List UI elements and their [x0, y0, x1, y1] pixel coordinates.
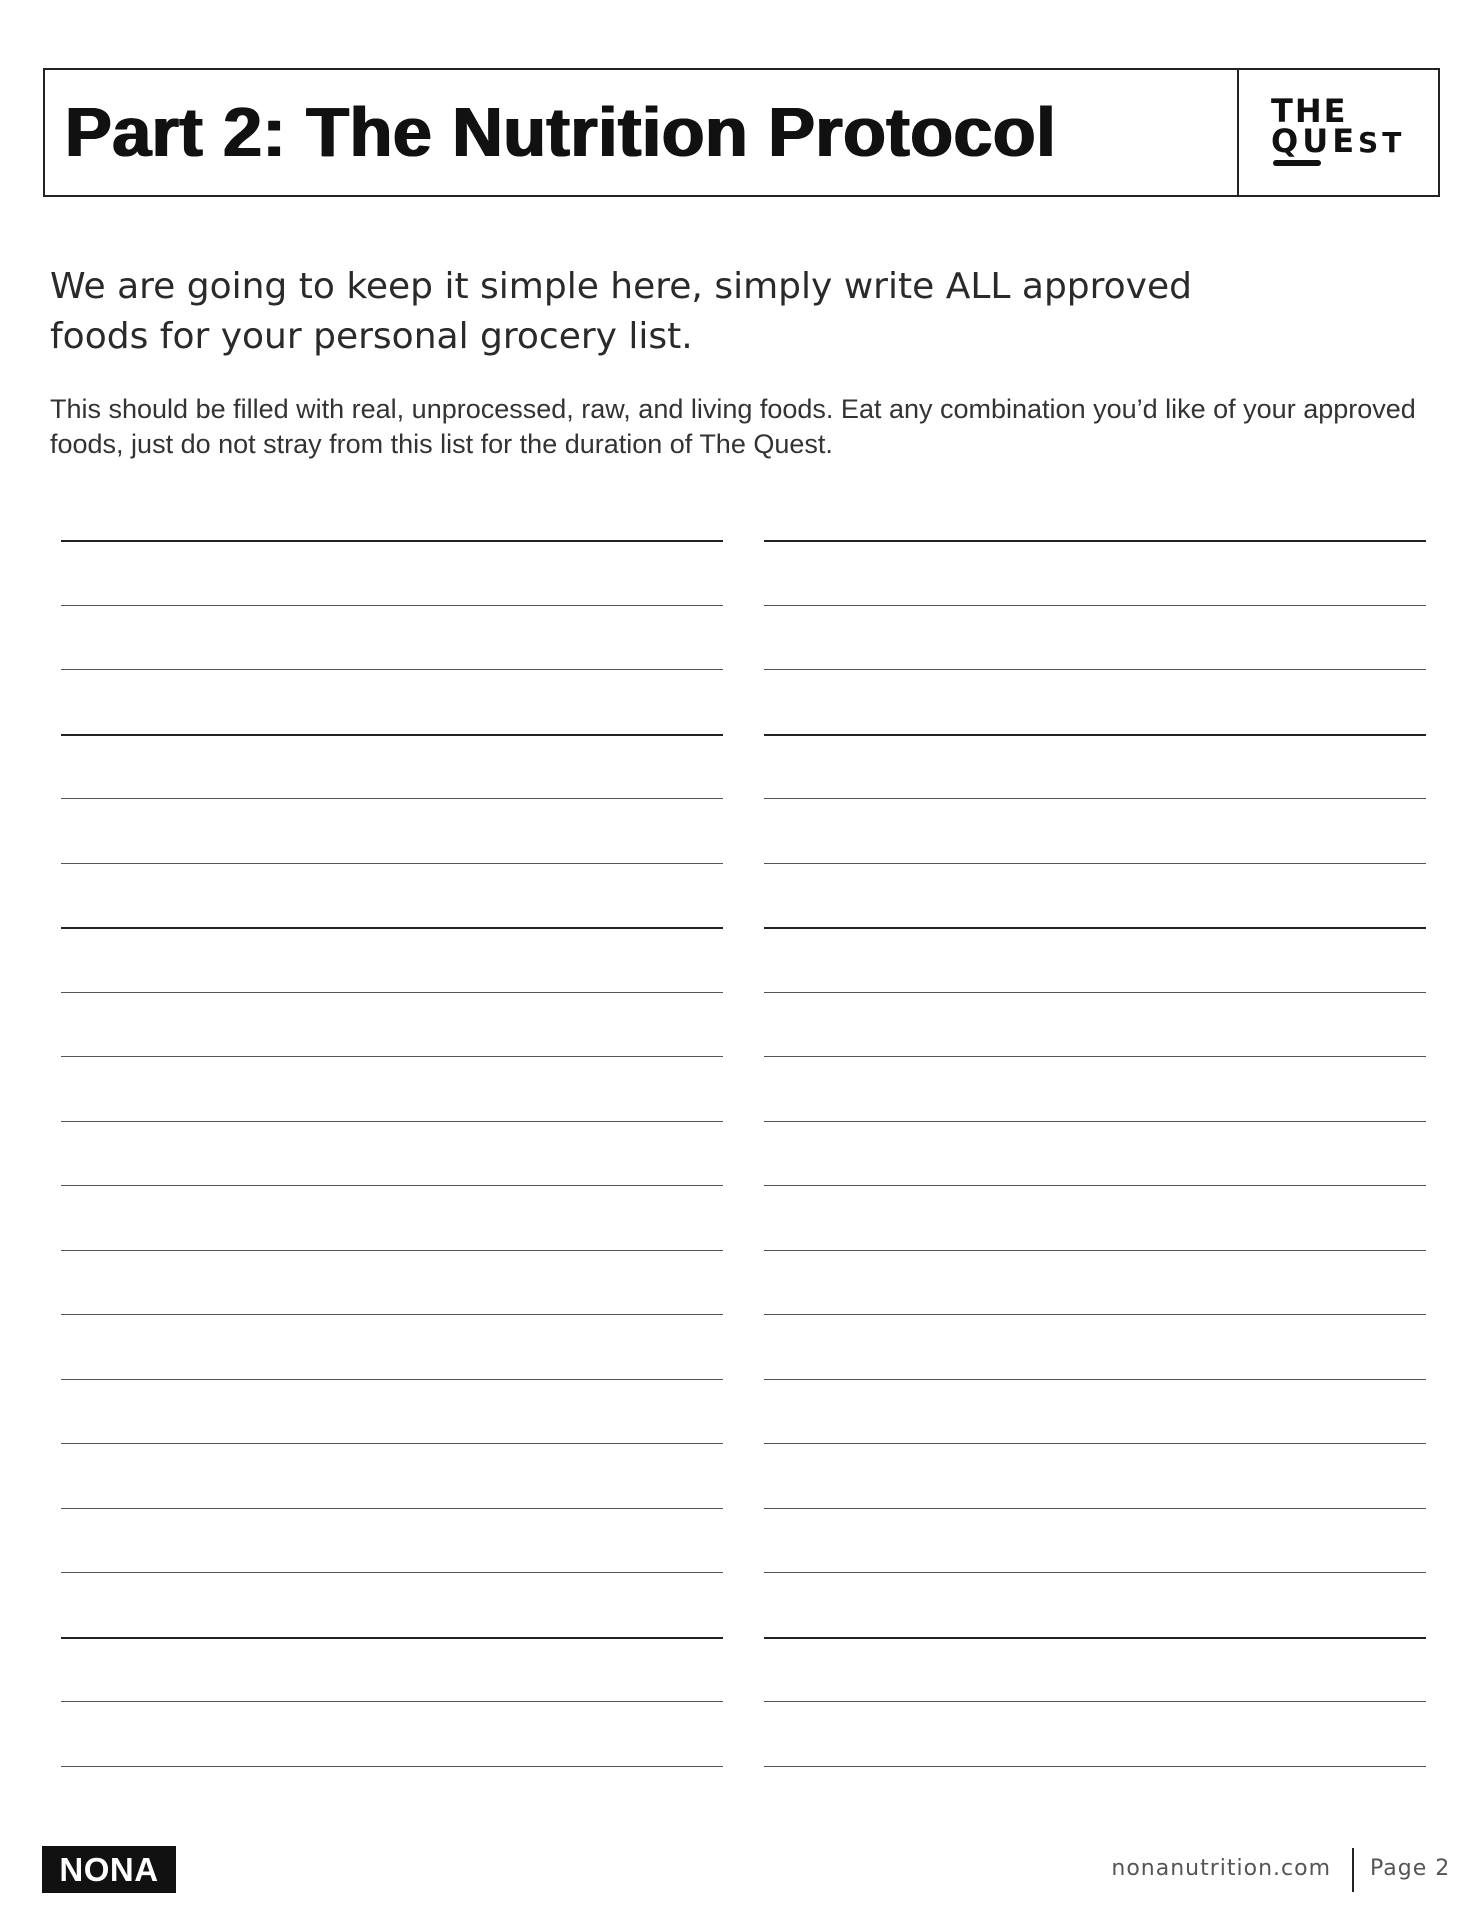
grocery-list-left-column: [61, 540, 723, 1830]
writing-line[interactable]: [764, 927, 1426, 929]
page-number: Page 2: [1370, 1856, 1451, 1881]
writing-line[interactable]: [61, 1701, 723, 1702]
writing-line[interactable]: [61, 1314, 723, 1315]
writing-line[interactable]: [61, 1056, 723, 1057]
writing-line[interactable]: [61, 734, 723, 736]
writing-line[interactable]: [61, 1185, 723, 1186]
writing-line[interactable]: [764, 734, 1426, 736]
writing-line[interactable]: [764, 1766, 1426, 1767]
footer-url[interactable]: nonanutrition.com: [1111, 1856, 1331, 1881]
writing-line[interactable]: [61, 1637, 723, 1639]
intro-text: We are going to keep it simple here, simply write ALL approved foods for your personal grocery list.: [50, 266, 1192, 357]
writing-line[interactable]: [764, 1701, 1426, 1702]
writing-line[interactable]: [61, 1508, 723, 1509]
logo-line-2-main: QUE: [1271, 122, 1359, 160]
the-quest-logo: [1271, 94, 1421, 174]
header-divider: [1237, 70, 1239, 195]
writing-line[interactable]: [61, 1121, 723, 1122]
page-title: Part 2: The Nutrition Protocol: [65, 93, 1057, 171]
writing-line[interactable]: [764, 1121, 1426, 1122]
nona-logo: NONA: [42, 1846, 176, 1893]
writing-line[interactable]: [764, 605, 1426, 606]
writing-line[interactable]: [764, 1379, 1426, 1380]
writing-line[interactable]: [764, 1572, 1426, 1573]
writing-line[interactable]: [764, 1508, 1426, 1509]
logo-line-2-small: ST: [1358, 126, 1406, 159]
writing-line[interactable]: [61, 1250, 723, 1251]
writing-line[interactable]: [61, 1379, 723, 1380]
writing-line[interactable]: [61, 992, 723, 993]
logo-underline: [1273, 160, 1321, 166]
writing-line[interactable]: [61, 540, 723, 542]
writing-line[interactable]: [61, 1572, 723, 1573]
writing-line[interactable]: [764, 992, 1426, 993]
logo-line-1: THE: [1271, 92, 1348, 130]
writing-line[interactable]: [764, 863, 1426, 864]
writing-line[interactable]: [61, 1766, 723, 1767]
footer-separator: [1352, 1848, 1354, 1892]
grocery-list-right-column: [764, 540, 1426, 1830]
writing-line[interactable]: [764, 1185, 1426, 1186]
writing-line[interactable]: [764, 798, 1426, 799]
writing-line[interactable]: [61, 605, 723, 606]
writing-line[interactable]: [764, 1056, 1426, 1057]
writing-line[interactable]: [61, 1443, 723, 1444]
writing-line[interactable]: [61, 863, 723, 864]
writing-line[interactable]: [764, 669, 1426, 670]
writing-line[interactable]: [764, 1637, 1426, 1639]
writing-line[interactable]: [764, 1314, 1426, 1315]
writing-line[interactable]: [61, 798, 723, 799]
header-box: [43, 68, 1440, 197]
instruction-text: This should be filled with real, unprocessed, raw, and living foods. Eat any combination you’d like of your approved foods, just do not stray from this list for the duration of The Quest.: [50, 394, 1416, 459]
writing-line[interactable]: [764, 540, 1426, 542]
logo-line-2: [1271, 124, 1405, 160]
writing-line[interactable]: [61, 669, 723, 670]
writing-line[interactable]: [764, 1443, 1426, 1444]
writing-line[interactable]: [61, 927, 723, 929]
writing-line[interactable]: [764, 1250, 1426, 1251]
